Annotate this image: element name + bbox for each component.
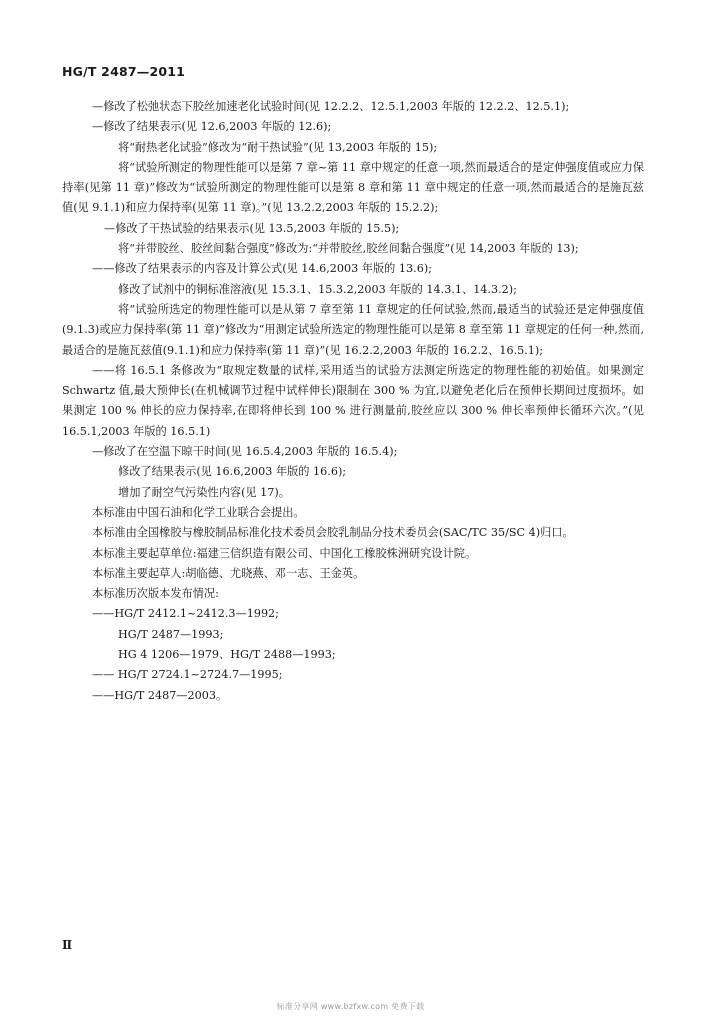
paragraph: 本标准主要起草人:胡临德、尤晓燕、邓一志、王金英。	[92, 566, 365, 580]
paragraph: 将“并带胶丝、胶丝间黏合强度”修改为:“并带胶丝,胶丝间黏合强度”(见 14,2003 年版的 13);	[118, 242, 579, 256]
history-item: —— HG/T 2724.1~2724.7—1995;	[92, 668, 283, 682]
paragraph: —修改了干热试验的结果表示(见 13.5,2003 年版的 15.5);	[104, 221, 400, 235]
paragraph: 将“耐热老化试验”修改为“耐干热试验”(见 13,2003 年版的 15);	[118, 140, 438, 154]
history-item: ——HG/T 2487—2003。	[92, 688, 228, 702]
paragraph: 增加了耐空气污染性内容(见 17)。	[118, 485, 290, 499]
paragraph: 修改了结果表示(见 16.6,2003 年版的 16.6);	[118, 465, 347, 479]
paragraph: 本标准由全国橡胶与橡胶制品标准化技术委员会胶乳制品分技术委员会(SAC/TC 35/SC 4)归口。	[92, 526, 574, 540]
paragraph: 本标准由中国石油和化学工业联合会提出。	[92, 505, 305, 519]
document-code-header: HG/T 2487—2011	[62, 64, 186, 79]
paragraph: ——修改了结果表示的内容及计算公式(见 14.6,2003 年版的 13.6);	[92, 262, 432, 276]
paragraph: —修改了在空温下晾干时间(见 16.5.4,2003 年版的 16.5.4);	[92, 445, 398, 459]
paragraph: —修改了结果表示(见 12.6,2003 年版的 12.6);	[92, 120, 332, 134]
paragraph: 修改了试剂中的铜标准溶液(见 15.3.1、15.3.2,2003 年版的 14.3.1、14.3.2);	[118, 282, 517, 296]
paragraph: ——将 16.5.1 条修改为“取规定数量的试样,采用适当的试验方法测定所选定的物理性能的初始值。如果测定 Schwartz 值,最大预伸长(在机械调节过程中试样伸长)限制在 300 % 为宜,以避免老化后在预伸长期间过度损坏。如果测定 100 % 伸长的应力保持率,在即将伸长到 100 % 进行测量前,胶丝应以 300 % 伸长率预伸长循环六次。”(见 16.5.1,2003 年版的 16.5.1)	[62, 363, 644, 438]
history-item: ——HG/T 2412.1~2412.3—1992;	[92, 607, 279, 621]
history-item: HG/T 2487—1993;	[118, 627, 224, 641]
history-item: HG 4 1206—1979、HG/T 2488—1993;	[118, 648, 336, 662]
paragraph: 将“试验所测定的物理性能可以是第 7 章~第 11 章中规定的任意一项,然而最适合的是定伸强度值或应力保持率(见第 11 章)”修改为“试验所测定的物理性能可以是第 8 章和第 11 章中规定的任意一项,然而最适合的是施瓦兹值(见 9.1.1)和应力保持率(见第 11 章)。”(见 13.2.2,2003 年版的 15.2.2);	[62, 160, 644, 215]
paragraph: 本标准历次版本发布情况:	[92, 587, 219, 601]
paragraph: 本标准主要起草单位:福建三信织造有限公司、中国化工橡胶株洲研究设计院。	[92, 546, 477, 560]
page-number: Ⅱ	[62, 938, 73, 952]
foreword-body	[62, 97, 644, 706]
paragraph: —修改了松弛状态下胶丝加速老化试验时间(见 12.2.2、12.5.1,2003 年版的 12.2.2、12.5.1);	[92, 100, 570, 113]
footer-watermark: 标准分享网 www.bzfxw.com 免费下载	[276, 1002, 425, 1011]
paragraph: 将“试验所选定的物理性能可以是从第 7 章至第 11 章规定的任何试验,然而,最适当的试验还是定伸强度值(9.1.3)或应力保持率(第 11 章)”修改为“用测定试验所选定的物理性能可以是第 8 章至第 11 章规定的任何一种,然而,最适合的是施瓦兹值(9.1.1)和应力保持率(第 11 章)”(见 16.2.2,2003 年版的 16.2.2、16.5.1);	[62, 302, 644, 357]
